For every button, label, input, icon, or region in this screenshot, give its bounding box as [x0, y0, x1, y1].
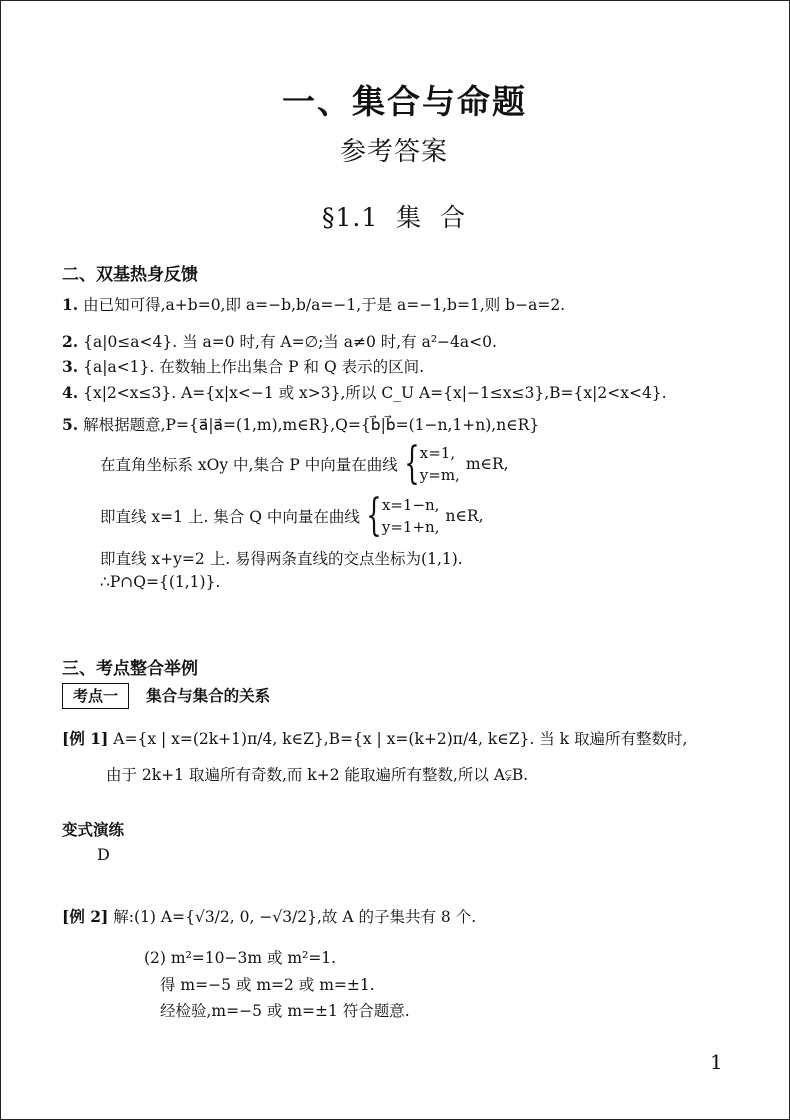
- answer-text: 由已知可得,a+b=0,即 a=−b,b/a=−1,于是 a=−1,b=1,则 b−a=2.: [83, 296, 566, 314]
- item5-line2: [100, 490, 484, 541]
- part3-heading: 三、考点整合举例: [62, 659, 198, 679]
- example-2-line4: 经检验,m=−5 或 m=±1 符合题意.: [160, 1002, 410, 1020]
- equation-system-2: [382, 494, 440, 538]
- answer-num: 1.: [62, 295, 79, 314]
- answer-item-1: [62, 293, 565, 315]
- variant-answer: D: [97, 845, 110, 864]
- example-2-line2: (2) m²=10−3m 或 m²=1.: [144, 949, 337, 967]
- chapter-title: 一、集合与命题: [282, 82, 527, 121]
- item5-line1-text: 在直角坐标系 xOy 中,集合 P 中向量在曲线: [100, 456, 398, 474]
- example-1-label: [例 1]: [62, 729, 109, 748]
- system-tail: m∈R,: [465, 455, 509, 473]
- item5-line1: [100, 438, 509, 489]
- system-row: y=m,: [419, 466, 460, 484]
- example-2-line1: [62, 905, 476, 927]
- answer-text: {x|2<x≤3}. A={x|x<−1 或 x>3},所以 C_U A={x|−1≤x≤3},B={x|2<x<4}.: [83, 384, 667, 402]
- answer-item-2: [62, 330, 497, 352]
- answer-num: 3.: [62, 357, 79, 376]
- example-1-text: A={x | x=(2k+1)π/4, k∈Z},B={x | x=(k+2)π/4, k∈Z}. 当 k 取遍所有整数时,: [113, 730, 688, 748]
- left-brace-icon: {: [366, 490, 382, 541]
- system-row: y=1+n,: [381, 518, 440, 536]
- item5-line2-text: 即直线 x=1 上. 集合 Q 中向量在曲线: [100, 508, 360, 526]
- page-subtitle: 参考答案: [340, 137, 449, 167]
- item5-line3: 即直线 x+y=2 上. 易得两条直线的交点坐标为(1,1).: [100, 550, 463, 568]
- system-row: x=1−n,: [381, 496, 440, 514]
- system-row: x=1,: [419, 444, 456, 462]
- part2-heading: 二、双基热身反馈: [62, 265, 198, 285]
- item5-line4: ∴P∩Q={(1,1)}.: [100, 573, 221, 591]
- answer-text: {a|a<1}. 在数轴上作出集合 P 和 Q 表示的区间.: [83, 358, 425, 376]
- answer-text: {a|0≤a<4}. 当 a=0 时,有 A=∅;当 a≠0 时,有 a²−4a<0.: [83, 333, 497, 351]
- example-1-line1: [62, 727, 687, 749]
- example-2-label: [例 2]: [62, 907, 109, 926]
- kaodian-row: [62, 683, 270, 709]
- kaodian-badge: 考点一: [62, 683, 129, 709]
- page-number: 1: [710, 1050, 723, 1074]
- answer-item-4: [62, 381, 667, 403]
- variant-heading: 变式演练: [62, 821, 125, 839]
- section-title: §1.1 集 合: [322, 203, 467, 232]
- answer-num: 2.: [62, 332, 79, 351]
- system-tail: n∈R,: [445, 507, 484, 525]
- answer-num: 5.: [62, 415, 79, 434]
- example-2-line3: 得 m=−5 或 m=2 或 m=±1.: [160, 976, 375, 994]
- equation-system-1: [420, 442, 460, 486]
- answer-num: 4.: [62, 383, 79, 402]
- answer-text: 解根据题意,P={a⃗|a⃗=(1,m),m∈R},Q={b⃗|b⃗=(1−n,1+n),n∈R}: [83, 416, 540, 434]
- example-2-text: 解:(1) A={√3/2, 0, −√3/2},故 A 的子集共有 8 个.: [113, 908, 477, 926]
- left-brace-icon: {: [404, 438, 420, 489]
- example-1-line2: 由于 2k+1 取遍所有奇数,而 k+2 能取遍所有整数,所以 A⫋B.: [106, 766, 529, 784]
- answer-item-5: [62, 413, 539, 435]
- kaodian-title: 集合与集合的关系: [146, 687, 271, 705]
- answer-item-3: [62, 355, 424, 377]
